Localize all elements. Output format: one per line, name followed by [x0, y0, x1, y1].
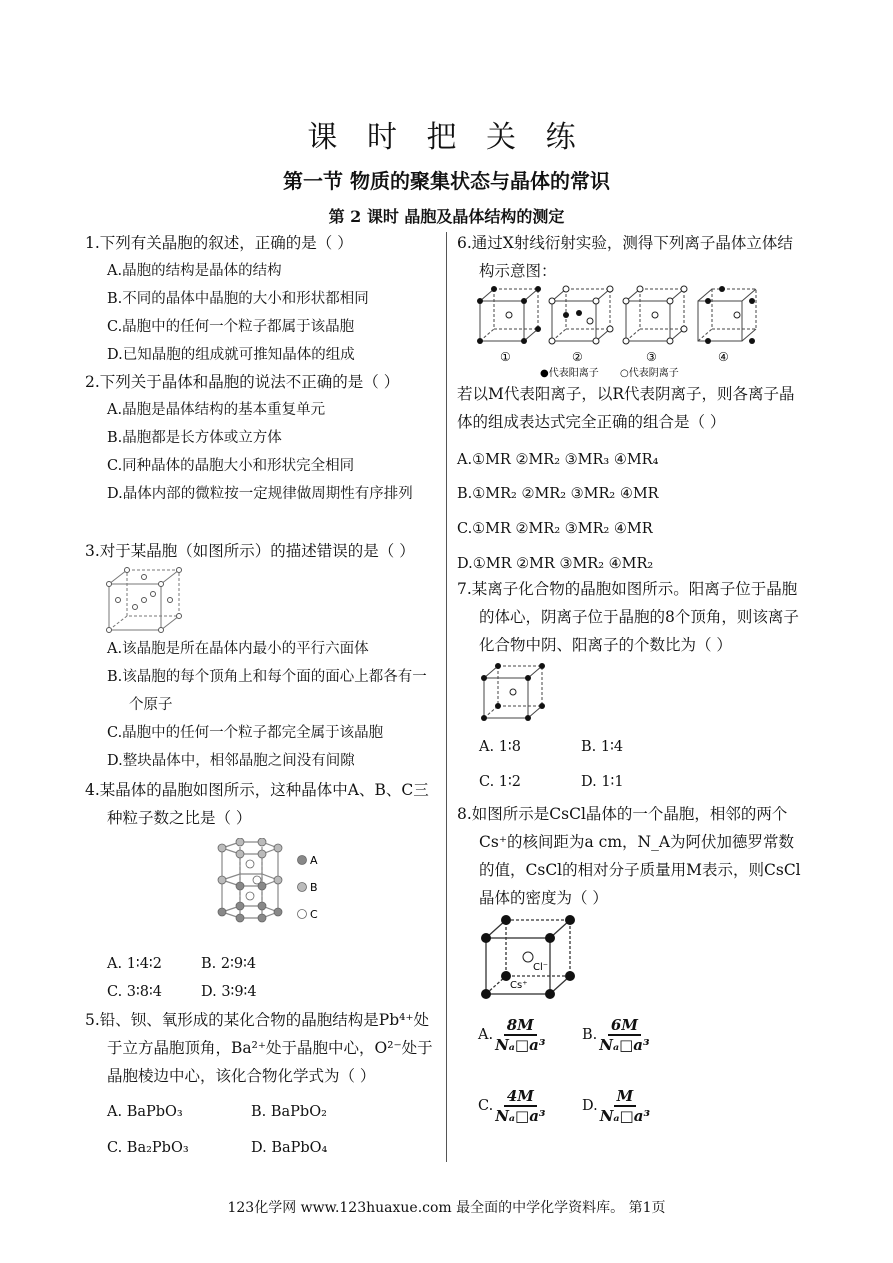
- question-7: [457, 575, 807, 659]
- q2-option-c[interactable]: C.同种晶体的晶胞大小和形状完全相同: [107, 458, 355, 474]
- q1-option-b[interactable]: B.不同的晶体中晶胞的大小和形状都相同: [107, 291, 369, 307]
- q8-option-d[interactable]: [582, 1087, 652, 1125]
- page-footer: 123化学网 www.123huaxue.com 最全面的中学化学资料库。 第1页: [227, 1200, 666, 1216]
- q4-option-a[interactable]: A. 1∶4∶2: [107, 956, 162, 972]
- q3-crystal-cell-figure: [105, 566, 185, 636]
- q2-option-a[interactable]: A.晶胞是晶体结构的基本重复单元: [107, 402, 326, 418]
- question-6-body: [457, 380, 807, 582]
- question-3: [85, 537, 437, 565]
- section-title: 第一节 物质的聚集状态与晶体的常识: [283, 169, 610, 193]
- q3-option-d[interactable]: D.整块晶体中，相邻晶胞之间没有间隙: [107, 753, 355, 769]
- q4-hexagonal-cell-figure: [212, 838, 332, 938]
- q5-option-c[interactable]: C. Ba₂PbO₃: [107, 1140, 189, 1156]
- q4-stem: 4.某晶体的晶胞如图所示，这种晶体中A、B、C三种粒子数之比是（ ）: [85, 781, 429, 827]
- question-2: [85, 368, 437, 508]
- q8-option-b-denominator: Nₐ□a³: [599, 1036, 650, 1054]
- question-4-options: [85, 950, 437, 1006]
- q3-option-c[interactable]: C.晶胞中的任何一个粒子都完全属于该晶胞: [107, 725, 384, 741]
- q4-legend-b: B: [310, 881, 318, 894]
- q1-stem: 1.下列有关晶胞的叙述，正确的是（ ）: [85, 234, 353, 252]
- q3-option-a[interactable]: A.该晶胞是所在晶体内最小的平行六面体: [107, 641, 369, 657]
- q5-option-d[interactable]: D. BaPbO₄: [251, 1140, 328, 1156]
- q8-cscl-cell-figure: [478, 912, 578, 1002]
- q2-option-b[interactable]: B.晶胞都是长方体或立方体: [107, 430, 282, 446]
- q8-option-b-letter: B.: [582, 1027, 598, 1043]
- q8-option-b[interactable]: [582, 1016, 652, 1054]
- q7-crystal-cell-figure: [478, 662, 548, 724]
- q4-option-d[interactable]: D. 3∶9∶4: [201, 984, 257, 1000]
- q8-cl-label: Cl⁻: [533, 962, 549, 973]
- q6-fig-label-1: ①: [500, 350, 511, 364]
- q1-option-d[interactable]: D.已知晶胞的组成就可推知晶体的组成: [107, 347, 355, 363]
- q6-text2: 若以M代表阳离子，以R代表阴离子，则各离子晶体的组成表达式完全正确的组合是（ ）: [457, 385, 795, 431]
- q6-legend-anion: ○代表阴离子: [620, 368, 679, 379]
- q8-option-d-denominator: Nₐ□a³: [599, 1107, 651, 1125]
- q8-option-a-denominator: Nₐ□a³: [495, 1036, 546, 1054]
- q6-fig-label-3: ③: [646, 350, 657, 364]
- q8-option-c-numerator: 4M: [504, 1087, 537, 1107]
- q8-option-c[interactable]: [478, 1087, 547, 1125]
- q7-option-d[interactable]: D. 1∶1: [581, 774, 624, 790]
- question-1: [85, 229, 437, 369]
- q2-stem: 2.下列关于晶体和晶胞的说法不正确的是（ ）: [85, 373, 400, 391]
- q4-option-b[interactable]: B. 2∶9∶4: [201, 956, 257, 972]
- q6-fig-label-4: ④: [718, 350, 729, 364]
- lesson-title: 第 2 课时 晶胞及晶体结构的测定: [328, 207, 565, 226]
- q4-legend-c: C: [310, 908, 318, 921]
- q5-option-b[interactable]: B. BaPbO₂: [251, 1104, 327, 1120]
- q4-legend-a: A: [310, 854, 318, 867]
- q8-option-c-denominator: Nₐ□a³: [495, 1107, 546, 1125]
- q8-cs-label: Cs⁺: [510, 980, 528, 991]
- q5-stem: 5.铅、钡、氧形成的某化合物的晶胞结构是Pb⁴⁺处于立方晶胞顶角，Ba²⁺处于晶胞中心，O²⁻处于晶胞棱边中心，该化合物化学式为（ ）: [85, 1011, 433, 1085]
- q7-stem: 7.某离子化合物的晶胞如图所示。阳离子位于晶胞的体心，阴离子位于晶胞的8个顶角，则该离子化合物中阴、阳离子的个数比为（ ）: [457, 580, 799, 654]
- q1-option-a[interactable]: A.晶胞的结构是晶体的结构: [107, 263, 282, 279]
- question-5: [85, 1006, 437, 1162]
- q4-option-c[interactable]: C. 3∶8∶4: [107, 984, 163, 1000]
- q3-option-b[interactable]: B.该晶胞的每个顶角上和每个面的面心上都各有一个原子: [107, 669, 427, 713]
- q6-fig-label-2: ②: [572, 350, 583, 364]
- q8-option-b-numerator: 6M: [608, 1016, 641, 1036]
- page-title: 课 时 把 关 练: [307, 120, 586, 155]
- q6-option-c[interactable]: C.①MR ②MR₂ ③MR₂ ④MR: [457, 521, 653, 537]
- q8-option-d-letter: D.: [582, 1098, 598, 1114]
- question-4: [85, 776, 437, 832]
- q7-option-c[interactable]: C. 1∶2: [479, 774, 522, 790]
- q6-option-a[interactable]: A.①MR ②MR₂ ③MR₃ ④MR₄: [457, 452, 659, 468]
- q8-stem: 8.如图所示是CsCl晶体的一个晶胞，相邻的两个Cs⁺的核间距为a cm，N_A为阿伏加德罗常数的值，CsCl的相对分子质量用M表示，则CsCl晶体的密度为（ ）: [457, 805, 801, 907]
- q8-option-a-letter: A.: [478, 1027, 494, 1043]
- q2-option-d[interactable]: D.晶体内部的微粒按一定规律做周期性有序排列: [107, 486, 413, 502]
- question-8: [457, 800, 807, 912]
- q7-option-a[interactable]: A. 1∶8: [479, 739, 521, 755]
- question-3-options: [85, 635, 437, 775]
- q8-option-d-numerator: M: [614, 1087, 637, 1107]
- q8-option-a-numerator: 8M: [504, 1016, 537, 1036]
- q6-option-b[interactable]: B.①MR₂ ②MR₂ ③MR₂ ④MR: [457, 486, 659, 502]
- q8-option-c-letter: C.: [478, 1098, 494, 1114]
- q3-stem: 3.对于某晶胞（如图所示）的描述错误的是（ ）: [85, 542, 415, 560]
- q7-option-b[interactable]: B. 1∶4: [581, 739, 624, 755]
- q6-stem: 6.通过X射线衍射实验，测得下列离子晶体立体结构示意图：: [457, 234, 793, 280]
- q6-option-d[interactable]: D.①MR ②MR ③MR₂ ④MR₂: [457, 556, 654, 572]
- question-7-options: [457, 733, 807, 796]
- q5-option-a[interactable]: A. BaPbO₃: [107, 1104, 183, 1120]
- column-divider: [446, 232, 447, 1162]
- q6-ion-crystal-figures: [470, 283, 760, 379]
- q8-option-a[interactable]: [478, 1016, 547, 1054]
- q6-legend-cation: ●代表阳离子: [540, 368, 599, 379]
- question-6: [457, 229, 807, 285]
- q1-option-c[interactable]: C.晶胞中的任何一个粒子都属于该晶胞: [107, 319, 355, 335]
